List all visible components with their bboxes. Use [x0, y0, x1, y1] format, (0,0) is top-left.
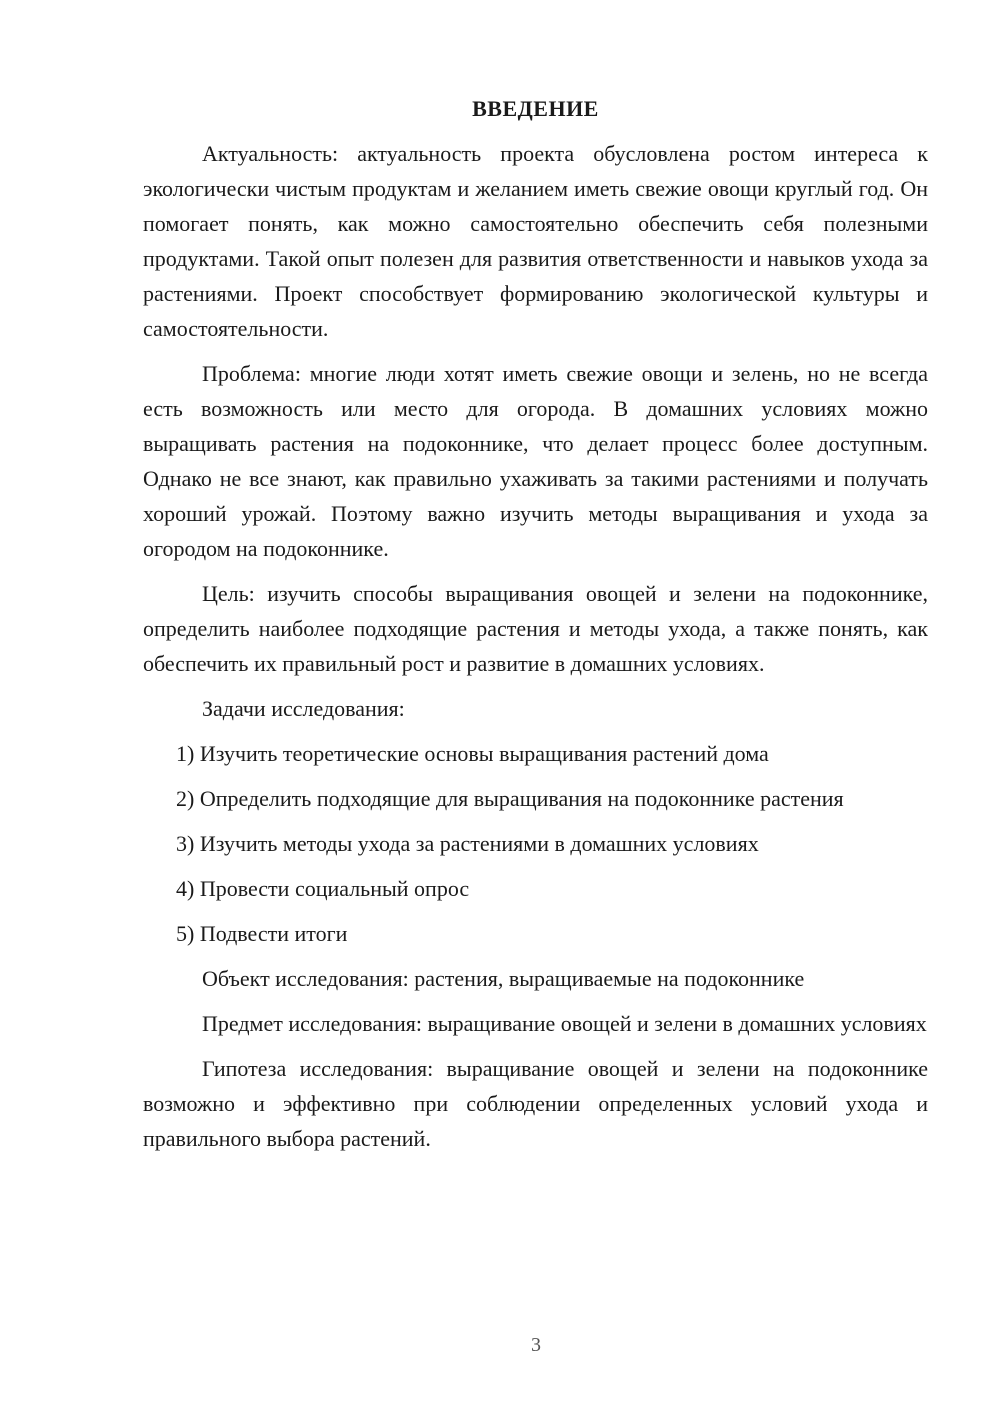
- paragraph-hypothesis: Гипотеза исследования: выращивание овощей и зелени на подоконнике возможно и эффективно при соблюдении определенных условий ухода и правильного выбора растений.: [143, 1056, 928, 1151]
- task-item-4: 4) Провести социальный опрос: [176, 876, 470, 901]
- document-body: [143, 92, 928, 1166]
- paragraph-problem: Проблема: многие люди хотят иметь свежие овощи и зелень, но не всегда есть возможность или место для огорода. В домашних условиях можно выращивать растения на подоконнике, что делает процесс более доступным. Однако не все знают, как правильно ухаживать за такими растениями и получать хороший урожай. Поэтому важно изучить методы выращивания и ухода за огородом на подоконнике.: [143, 361, 928, 561]
- task-item-5: 5) Подвести итоги: [176, 921, 348, 946]
- task-item-3: 3) Изучить методы ухода за растениями в домашних условиях: [176, 831, 759, 856]
- page-title: ВВЕДЕНИЕ: [472, 96, 599, 121]
- paragraph-goal: Цель: изучить способы выращивания овощей и зелени на подоконнике, определить наиболее подходящие растения и методы ухода, а также понять, как обеспечить их правильный рост и развитие в домашних условиях.: [143, 581, 928, 676]
- task-item-1: 1) Изучить теоретические основы выращивания растений дома: [176, 741, 769, 766]
- paragraph-object: Объект исследования: растения, выращиваемые на подоконнике: [202, 966, 805, 991]
- tasks-heading: Задачи исследования:: [202, 696, 405, 721]
- page-number: 3: [531, 1334, 541, 1356]
- paragraph-relevance: Актуальность: актуальность проекта обусловлена ростом интереса к экологически чистым продуктам и желанием иметь свежие овощи круглый год. Он помогает понять, как можно самостоятельно обеспечить себя полезными продуктами. Такой опыт полезен для развития ответственности и навыков ухода за растениями. Проект способствует формированию экологической культуры и самостоятельности.: [143, 141, 928, 341]
- task-item-2: 2) Определить подходящие для выращивания на подоконнике растения: [176, 786, 844, 811]
- paragraph-subject: Предмет исследования: выращивание овощей и зелени в домашних условиях: [202, 1011, 927, 1036]
